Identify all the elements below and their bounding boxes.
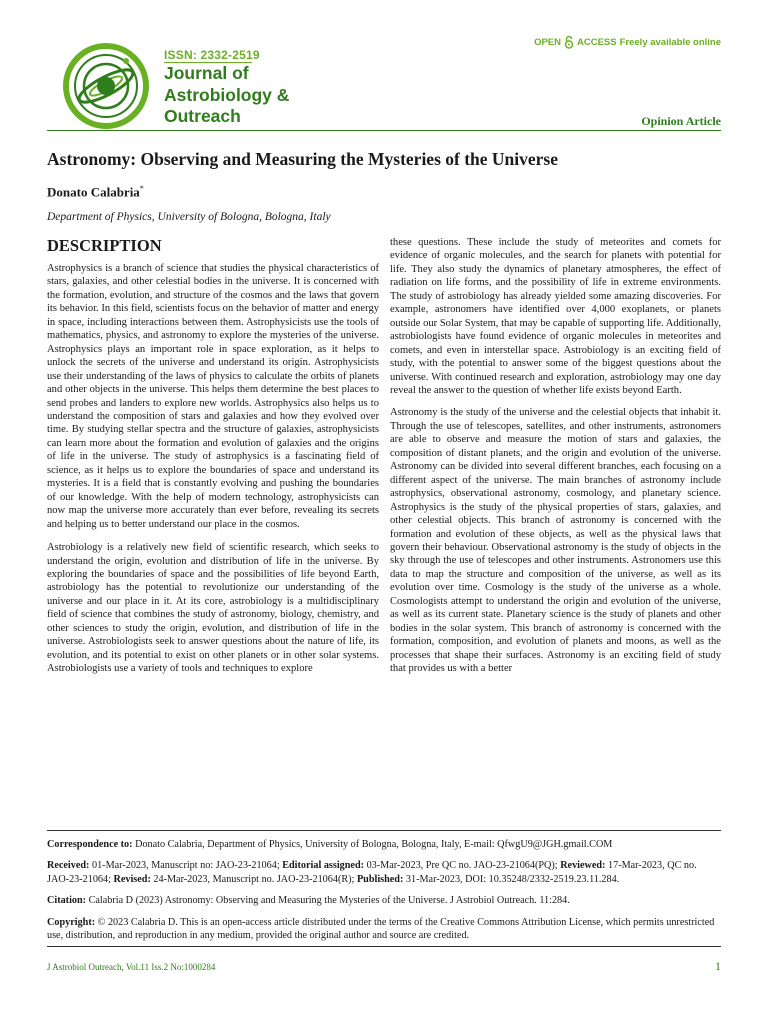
author-name xyxy=(47,184,144,200)
open-access-note: Freely available online xyxy=(619,36,721,48)
dates-note xyxy=(47,859,721,886)
issn: ISSN: 2332-2519 xyxy=(164,48,260,62)
published-label: Published: xyxy=(356,873,404,885)
citation-note xyxy=(47,894,721,907)
paragraph-astronomy: Astronomy is the study of the universe and the celestial objects that inhabit it. Through the use of telescopes, satellites, and other instruments, astronomers are able to observe and measure the motion of stars and galaxies, the composition of distant planets, and the origin and evolution of the universe. Astronomy can be divided into several different branches, each focusing on a different aspect of the universe. The main branches of astronomy include astrophysics, observational astronomy, cosmology, and planetary science. Astrophysics is the study of the physical properties of stars, galaxies, and other celestial objects. This branch of astronomy is concerned with the formation and evolution of these objects, as well as the physical laws that govern their behaviour. Observational astronomy is the study of objects in the sky through the use of telescopes and other instruments. Astronomers use this data to map the structure and composition of the universe, as well as its evolution over time. Cosmology is the study of the universe as a whole. Cosmologists attempt to understand the origin and evolution of the universe, as well as its current state. Planetary science is the study of planets and other bodies in the solar system. This branch of astronomy is concerned with the formation, composition, and evolution of planets and moons, as well as the processes that shape their surfaces. Astronomy is an exciting field of study that provides us with a better xyxy=(390,407,721,675)
revised-text: 24-Mar-2023, Manuscript no. JAO-23-21064(R); xyxy=(153,873,355,885)
reviewed-label: Reviewed: xyxy=(560,860,606,872)
open-lock-icon xyxy=(564,35,574,49)
journal-title xyxy=(164,63,289,128)
paragraph-astrophysics: Astrophysics is a branch of science that studies the physical characteristics of stars, galaxies, and other celestial bodies in the universe. It is concerned with the formation, evolution, and structure of the cosmos and the laws that govern its behavior. In this field, scientists focus on the behavior of matter and energy in space, including interactions between them. Astrophysicists use the tools of mathematics, physics, and astronomy to explore the mysteries of the universe. Astrophysics plays an important role in space exploration, as it helps to unlock the secrets of the universe and understand its origin. Astrophysicists use their understanding of the laws of physics to calculate the orbits of planets and other objects in the universe. This helps them determine the best places to send probes and landers to explore new worlds. Astrophysics also helps us to understand the composition of stars and galaxies and how they evolved over time. By studying stellar spectra and the structure of galaxies, astrophysicists can learn more about the formation and evolution of galaxies and the origins of life in the universe. The study of astrophysics is a fascinating field of science, as it helps us to explore the boundaries of space and understand its mysteries. It is a field that is constantly evolving and pushing the boundaries of our knowledge. With the help of modern technology, astrophysicists can now map the universe more accurately than ever before, revealing its secrets and helping us to better understand our place in the cosmos. xyxy=(47,263,379,530)
correspondence-text: Donato Calabria, Department of Physics, University of Bologna, Bologna, Italy, E-mail: QfwgU9@JGH.gmail.COM xyxy=(135,839,613,850)
author-mark: * xyxy=(139,184,144,193)
editor-text: 03-Mar-2023, Pre QC no. JAO-23-21064(PQ); xyxy=(366,860,558,872)
citation-label: Citation: xyxy=(47,895,87,907)
open-access-badge xyxy=(534,35,721,49)
paragraph-astrobiology-cont: these questions. These include the study of meteorites and comets for evidence of organic molecules, and the search for planets with potential for life. They also study the dynamics of planetary atmospheres, the effect of radiation on life forms, and the possibility of life in extreme environments. The study of astrobiology has already yielded some amazing discoveries. For example, astronomers have identified over 4,000 exoplanets, or planets outside our Solar System, that may be capable of supporting life. Additionally, astrobiologists have found evidence of organic molecules in meteorites and comets, and even in interstellar space. Astrobiology is an exciting field of study, with the potential to answer some of the biggest questions about the universe. With continued research and exploration, astrobiology may one day reveal the answer to the question of whether life exists beyond Earth. xyxy=(390,237,721,396)
open-access-word: ACCESS xyxy=(577,36,617,48)
journal-title-line1: Journal of xyxy=(164,63,249,83)
article-notes xyxy=(47,838,721,950)
article-type: Opinion Article xyxy=(641,114,721,128)
received-text: 01-Mar-2023, Manuscript no: JAO-23-21064; xyxy=(91,860,280,872)
correspondence-note xyxy=(47,838,721,851)
revised-label: Revised: xyxy=(113,873,151,885)
footer-divider xyxy=(47,946,721,947)
author-name-text: Donato Calabria xyxy=(47,184,140,200)
footer-journal-ref: J Astrobiol Outreach, Vol.11 Iss.2 No:1000284 xyxy=(47,962,216,972)
journal-title-line3: Outreach xyxy=(164,106,241,126)
notes-top-divider xyxy=(47,830,721,831)
citation-text: Calabria D (2023) Astronomy: Observing and Measuring the Mysteries of the Universe. J Astrobiol Outreach. 11:284. xyxy=(88,895,570,907)
body-column-left xyxy=(47,236,379,676)
header-divider xyxy=(47,130,721,131)
reviewed-text: 17-Mar-2023, QC no. JAO-23-21064; xyxy=(47,860,697,885)
article-title: Astronomy: Observing and Measuring the Mysteries of the Universe xyxy=(47,149,559,169)
journal-logo xyxy=(62,41,154,131)
journal-title-line2: Astrobiology & xyxy=(164,84,290,105)
correspondence-label: Correspondence to: xyxy=(47,839,133,850)
author-affiliation: Department of Physics, University of Bologna, Bologna, Italy xyxy=(47,211,331,223)
editor-label: Editorial assigned: xyxy=(282,860,365,872)
section-heading: DESCRIPTION xyxy=(47,236,162,255)
open-access-prefix: OPEN xyxy=(534,36,562,48)
copyright-label: Copyright: xyxy=(47,916,96,928)
copyright-note xyxy=(47,916,721,943)
copyright-text: © 2023 Calabria D. This is an open-access article distributed under the terms of the Creative Commons Attribution License, which permits unrestricted use, distribution, and reproduction in any medium, provided the original author and source are credited. xyxy=(47,916,715,942)
page-number: 1 xyxy=(715,959,721,973)
published-text: 31-Mar-2023, DOI: 10.35248/2332-2519.23.11.284. xyxy=(405,873,620,885)
saturn-logo-icon xyxy=(62,41,154,131)
paragraph-astrobiology: Astrobiology is a relatively new field of scientific research, which seeks to understand the origin, evolution and distribution of life in the universe. By exploring the boundaries of space and the possibilities of life beyond Earth, astrobiology has the potential to revolutionize our understanding of the universe and our place in it. At its core, astrobiology is a multidisciplinary field of science that combines the study of astronomy, biology, chemistry, and other sciences to study the origin, evolution, and distribution of life in the universe. Astrobiologists seek to answer questions about the nature of life, its evolution, and its potential to exist on other planets or in other solar systems. Astrobiologists use a variety of tools and techniques to explore xyxy=(47,542,379,675)
received-label: Received: xyxy=(47,860,90,872)
body-column-right xyxy=(390,236,721,676)
